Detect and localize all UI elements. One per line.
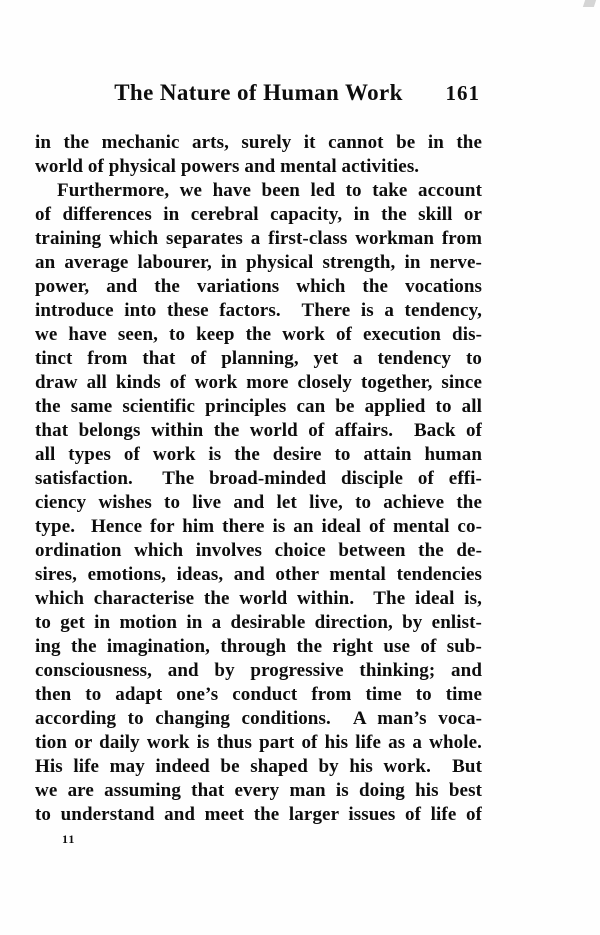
text-line: to get in motion in a desirable direction, by enlist- <box>35 612 482 633</box>
text-line: we are assuming that every man is doing his best <box>35 780 482 801</box>
text-line: then to adapt one’s conduct from time to time <box>35 684 482 705</box>
text-line: that belongs within the world of affairs. Back of <box>35 420 482 441</box>
text-column <box>35 131 482 827</box>
text-line: consciousness, and by progressive thinking; and <box>35 660 482 681</box>
text-line: which characterise the world within. The ideal is, <box>35 588 482 609</box>
text-line: we have seen, to keep the work of execution dis- <box>35 324 482 345</box>
text-line: to understand and meet the larger issues of life of <box>35 804 482 825</box>
text-line: according to changing conditions. A man’s voca- <box>35 708 482 729</box>
text-line: ciency wishes to live and let live, to achieve the <box>35 492 482 513</box>
text-line: introduce into these factors. There is a tendency, <box>35 300 482 321</box>
page-number: 161 <box>445 81 480 105</box>
text-line: sires, emotions, ideas, and other mental tendencies <box>35 564 482 585</box>
running-head <box>35 80 482 108</box>
text-line: ordination which involves choice between the de- <box>35 540 482 561</box>
text-line: type. Hence for him there is an ideal of mental co- <box>35 516 482 537</box>
text-line: of differences in cerebral capacity, in the skill or <box>35 204 482 225</box>
text-line: in the mechanic arts, surely it cannot be in the <box>35 132 482 153</box>
header-title: The Nature of Human Work <box>114 80 403 105</box>
text-line: training which separates a first-class workman from <box>35 228 482 249</box>
paragraph <box>35 179 482 827</box>
text-line: world of physical powers and mental activities. <box>35 156 420 177</box>
paragraph <box>35 131 482 179</box>
text-line: draw all kinds of work more closely together, since <box>35 372 482 393</box>
text-line: satisfaction. The broad-minded disciple of effi- <box>35 468 482 489</box>
text-line: all types of work is the desire to attain human <box>35 444 482 465</box>
signature-mark: 11 <box>62 832 76 846</box>
text-line: the same scientific principles can be applied to all <box>35 396 482 417</box>
text-line: tinct from that of planning, yet a tendency to <box>35 348 482 369</box>
text-line: an average labourer, in physical strength, in nerve- <box>35 252 482 273</box>
text-line: power, and the variations which the vocations <box>35 276 482 297</box>
scan-artifact <box>583 0 596 7</box>
text-line: His life may indeed be shaped by his work. But <box>35 756 482 777</box>
text-line: ing the imagination, through the right use of sub- <box>35 636 482 657</box>
text-line: Furthermore, we have been led to take account <box>57 180 482 201</box>
text-line: tion or daily work is thus part of his life as a whole. <box>35 732 482 753</box>
